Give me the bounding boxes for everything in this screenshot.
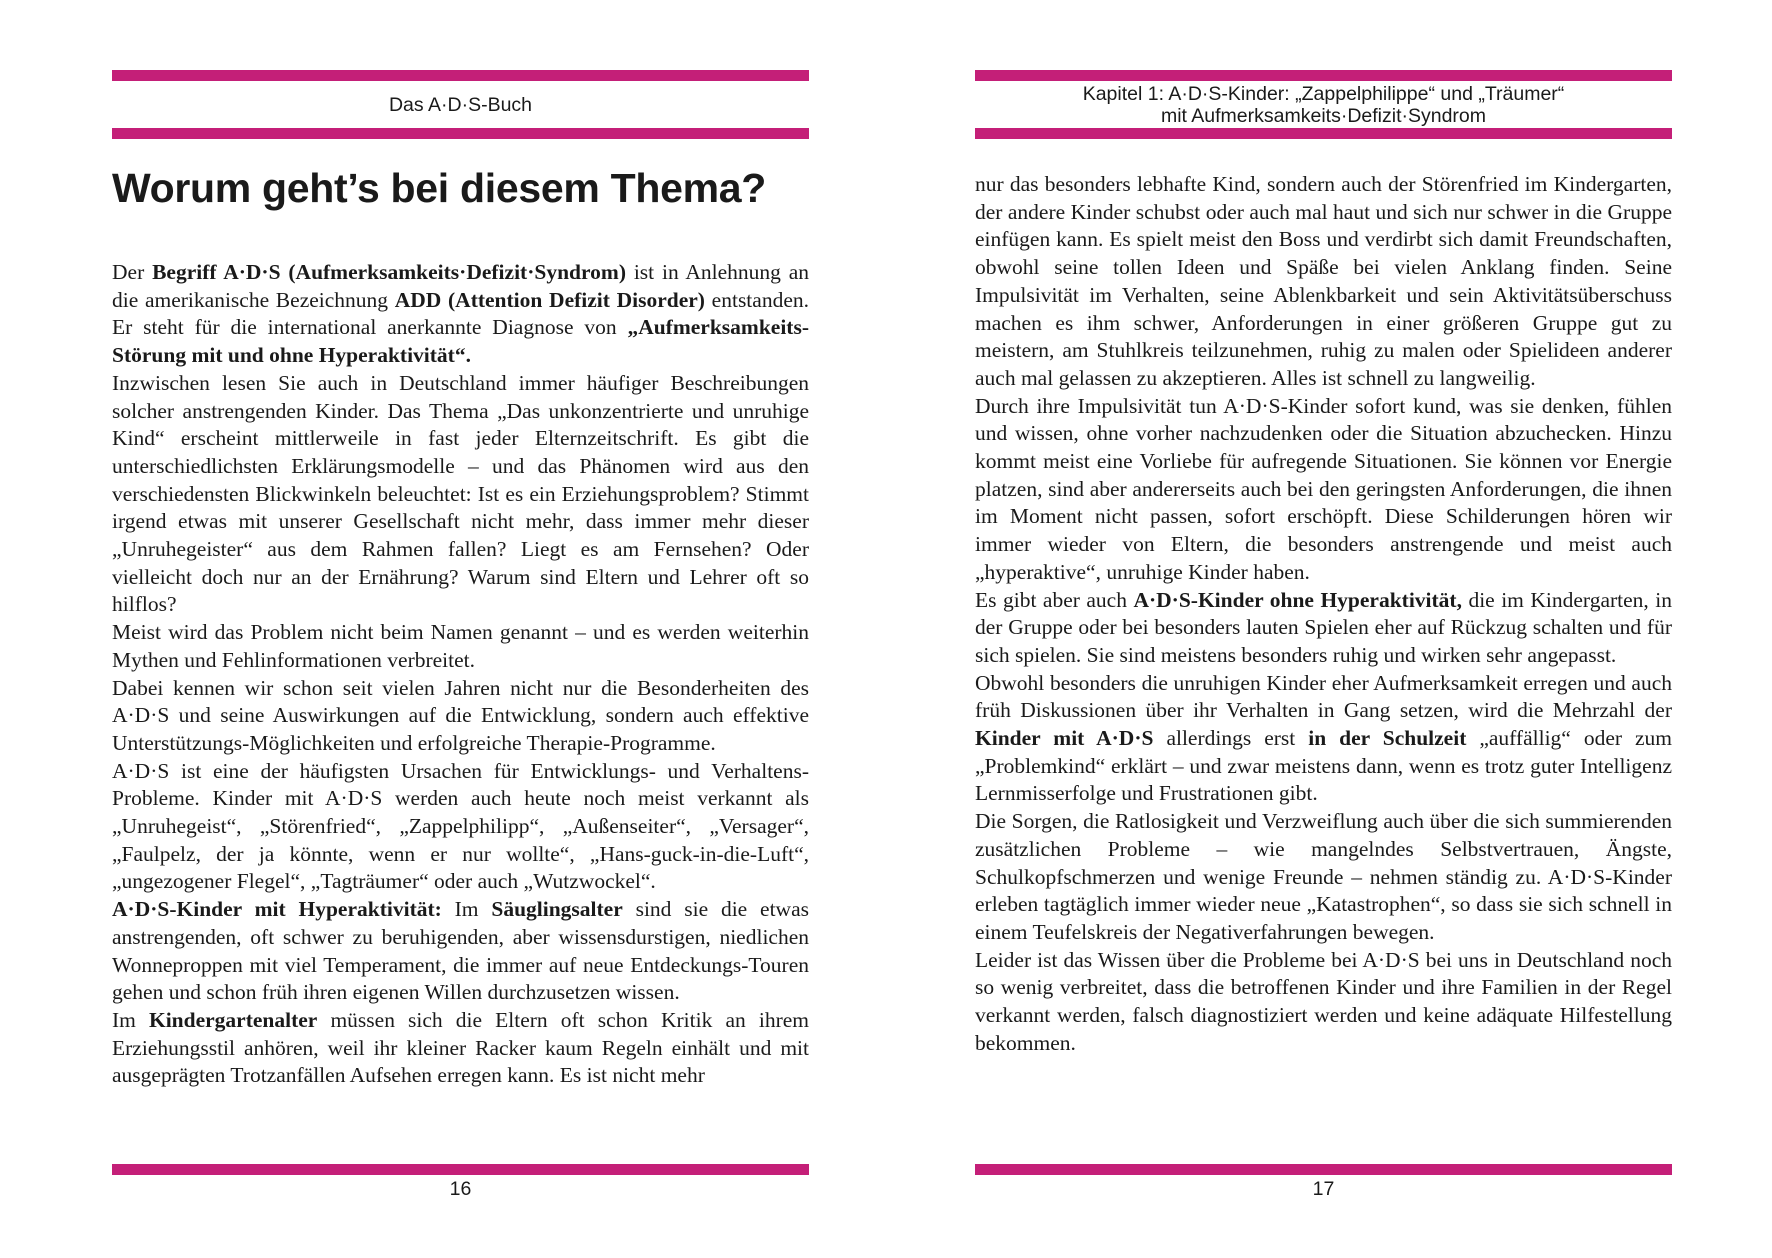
paragraph <box>975 171 1672 393</box>
body-text <box>975 171 1672 1058</box>
page-number: 17 <box>1312 1178 1335 1200</box>
paragraph <box>112 370 809 619</box>
paragraph <box>975 587 1672 670</box>
text-run: Inzwischen lesen Sie auch in Deutschland immer häufiger Beschreibungen solcher anstrengenden Kinder. Das Thema „Das unkonzentrierte und unruhige Kind“ erscheint mittlerweile in fast jeder Elternzeitschrift. Es gibt die unterschiedlichsten Erklärungsmodelle – und das Phänomen wird aus den verschiedensten Blickwinkeln beleuchtet: Ist es ein Erziehungsproblem? Stimmt irgend etwas mit unserer Gesellschaft nicht mehr, dass immer mehr dieser „Unruhegeister“ aus dem Rahmen fallen? Liegt es am Fernsehen? Oder vielleicht doch nur an der Ernährung? Warum sind Eltern und Lehrer oft so hilflos? <box>112 370 809 617</box>
paragraph <box>112 758 809 897</box>
bold-text: in der Schulzeit <box>1308 726 1467 751</box>
bold-text: ADD (Attention Defizit Disorder) <box>394 287 705 312</box>
running-head-line-2: mit Aufmerksamkeits·Defizit·Syndrom <box>1160 104 1487 127</box>
running-head <box>975 81 1672 128</box>
text-run: Im <box>112 1007 149 1032</box>
bold-text: Kinder mit A·D·S <box>975 726 1154 751</box>
page-title: Worum geht’s bei diesem Thema? <box>112 165 766 211</box>
text-run: Meist wird das Problem nicht beim Namen genannt – und es werden weiterhin Mythen und Fehlinformationen verbreitet. <box>112 620 809 672</box>
bold-text: „Aufmerksamkeits-Störung mit und ohne Hyperaktivität“. <box>112 315 809 368</box>
right-page <box>975 0 1672 1258</box>
bold-text: Begriff A·D·S (Aufmerksamkeits·Defizit·Syndrom) <box>152 260 626 284</box>
header-rule-top <box>112 70 809 81</box>
text-run: nur das besonders lebhafte Kind, sondern auch der Störenfried im Kindergarten, der andere Kinder schubst oder auch mal haut und sich nur schwer in die Gruppe einfügen kann. Es spielt meist den Boss und verdirbt sich damit Freundschaften, obwohl seine tollen Ideen und Späße bei vielen Anklang finden. Seine Impulsivität im Verhalten, seine Ablenkbarkeit und sein Aktivitätsüberschuss machen es ihm schwer, Anforderungen in einer größeren Gruppe gut zu meistern, am Stuhlkreis teilzunehmen, ruhig zu malen oder Spielideen anderer auch mal gelassen zu akzeptieren. Alles ist schnell zu langweilig. <box>975 172 1672 390</box>
running-head <box>112 81 809 128</box>
text-run: Leider ist das Wissen über die Probleme bei A·D·S bei uns in Deutschland noch so wenig verbreitet, dass die betroffenen Kinder und ihre Familien in der Regel verkannt werden, falsch diagnostiziert werden und keine adäquate Hilfestellung bekommen. <box>975 947 1672 1055</box>
left-page <box>112 0 809 1258</box>
paragraph <box>975 393 1672 587</box>
paragraph <box>112 259 809 370</box>
body-text <box>112 259 809 1090</box>
bold-text: Säuglingsalter <box>491 897 623 922</box>
bold-text: A·D·S-Kinder ohne Hyperaktivität, <box>1133 587 1462 612</box>
footer-rule <box>112 1164 809 1175</box>
text-run: Durch ihre Impulsivität tun A·D·S-Kinder sofort kund, was sie denken, fühlen und wissen, ohne vorher nachzudenken oder die Situation abzuchecken. Hinzu kommt meist eine Vorliebe für aufregende Situationen. Sie können vor Energie platzen, sind aber andererseits auch bei den geringsten Anforderungen, die ihnen im Moment nicht passen, sofort erschöpft. Diese Schilderungen hören wir immer wieder von Eltern, die besonders anstrengende und meist auch „hyperaktive“, unruhige Kinder haben. <box>975 393 1672 584</box>
paragraph <box>112 619 809 674</box>
paragraph <box>112 896 809 1007</box>
bold-text: A·D·S-Kinder mit Hyperaktivität: <box>112 897 442 922</box>
footer-rule <box>975 1164 1672 1175</box>
text-run: ist in Anlehnung an die amerikanische Bezeichnung <box>112 260 810 312</box>
paragraph <box>975 947 1672 1058</box>
paragraph <box>112 675 809 758</box>
running-head-text: Das A·D·S-Buch <box>388 93 533 116</box>
running-head-line-1: Kapitel 1: A·D·S-Kinder: „Zappelphilippe“ und „Träumer“ <box>1082 82 1565 105</box>
text-run: sind sie die etwas anstrengenden, oft schwer zu beruhigenden, aber wissensdurstigen, niedlichen Wonneproppen mit viel Temperament, die immer auf neue Entdeckungs-Touren gehen und schon früh ihren eigenen Willen durchzusetzen wissen. <box>112 897 809 1005</box>
text-run: Obwohl besonders die unruhigen Kinder eher Aufmerksamkeit erregen und auch früh Diskussionen über ihr Verhalten in Gang setzen, wird die Mehrzahl der <box>975 670 1672 723</box>
header-rule-top <box>975 70 1672 81</box>
header-rule-bottom <box>112 128 809 139</box>
text-run: müssen sich die Eltern oft schon Kritik an ihrem Erziehungsstil anhören, weil ihr kleiner Racker kaum Regeln einhält und mit ausgeprägten Trotzanfällen Aufsehen erregen kann. Es ist nicht mehr <box>112 1007 809 1088</box>
text-run: Die Sorgen, die Ratlosigkeit und Verzweiflung auch über die sich summierenden zusätzlichen Probleme – wie mangelndes Selbstvertrauen, Ängste, Schulkopfschmerzen und wenige Freunde – nehmen ständig zu. A·D·S-Kinder erleben tagtäglich immer wieder neue „Katastrophen“, so dass sie sich schnell in einem Teufelskreis der Negativerfahrungen bewegen. <box>975 809 1672 944</box>
bold-text: Kindergartenalter <box>148 1007 318 1032</box>
paragraph <box>975 670 1672 809</box>
text-run: Im <box>441 897 492 922</box>
text-run: Es gibt aber auch <box>975 587 1134 612</box>
text-run: Dabei kennen wir schon seit vielen Jahren nicht nur die Besonderheiten des A·D·S und seine Auswirkungen auf die Entwicklung, sondern auch effektive Unterstützungs-Möglichkeiten und erfolgreiche Therapie-Programme. <box>112 675 809 755</box>
paragraph <box>112 1007 809 1090</box>
page-number: 16 <box>449 1178 472 1200</box>
text-run: die im Kindergarten, in der Gruppe oder bei besonders lauten Spielen eher auf Rückzug schalten und für sich spielen. Sie sind meistens besonders ruhig und wirken sehr angepasst. <box>975 587 1672 667</box>
text-run: entstanden. Er steht für die international anerkannte Diagnose von <box>112 287 809 340</box>
text-run: „auffällig“ oder zum „Problemkind“ erklärt – und zwar meistens dann, wenn es trotz guter Intelligenz Lernmisserfolge und Frustrationen gibt. <box>975 726 1673 806</box>
text-run: allerdings erst <box>1153 726 1309 751</box>
text-run: Der <box>112 260 153 284</box>
text-run: A·D·S ist eine der häufigsten Ursachen für Entwicklungs- und Verhaltens-Probleme. Kinder mit A·D·S werden auch heute noch meist verkannt als „Unruhegeist“, „Störenfried“, „Zappelphilipp“, „Außenseiter“, „Versager“, „Faulpelz, der ja könnte, wenn er nur wollte“, „Hans-guck-in-die-Luft“, „ungezogener Flegel“, „Tagträumer“ oder auch „Wutzwockel“. <box>112 758 809 894</box>
header-rule-bottom <box>975 128 1672 139</box>
paragraph <box>975 808 1672 947</box>
